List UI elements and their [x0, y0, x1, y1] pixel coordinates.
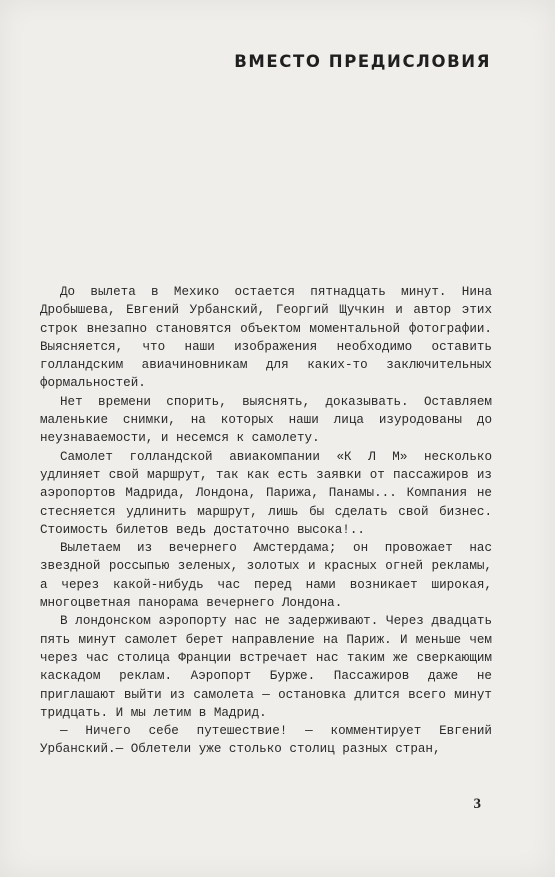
paragraph: Самолет голландской авиакомпании «К Л М» несколько удлиняет свой маршрут, так как есть заявки от пассажиров из аэропортов Мадрида, Лондона, Парижа, Панамы... Компания не стесняется удлинить маршрут, лишь бы сделать свой бизнес. Стоимость билетов ведь достаточно высока!.. [40, 449, 492, 537]
page-number: 3 [473, 796, 481, 812]
chapter-title: ВМЕСТО ПРЕДИСЛОВИЯ [234, 52, 491, 71]
body-text [40, 283, 492, 759]
paragraph: В лондонском аэропорту нас не задерживают. Через двадцать пять минут самолет берет направление на Париж. И меньше чем через час столица Франции встречает нас таким же сверкающим каскадом реклам. Аэропорт Бурже. Пассажиров даже не приглашают выйти из самолета — остановка длится всего минут тридцать. И мы летим в Мадрид. [40, 614, 492, 720]
paragraph: Вылетаем из вечернего Амстердама; он провожает нас звездной россыпью зеленых, золотых и красных огней рекламы, а через какой-нибудь час перед нами возникает широкая, многоцветная панорама вечернего Лондона. [40, 541, 492, 611]
paragraph: Нет времени спорить, выяснять, доказывать. Оставляем маленькие снимки, на которых наши лица изуродованы до неузнаваемости, и несемся к самолету. [40, 394, 492, 446]
paragraph: — Ничего себе путешествие! — комментирует Евгений Урбанский.— Облетели уже столько столиц разных стран, [40, 724, 492, 757]
paragraph: До вылета в Мехико остается пятнадцать минут. Нина Дробышева, Евгений Урбанский, Георгий Щучкин и автор этих строк внезапно становятся объектом моментальной фотографии. Выясняется, что наши изображения необходимо оставить голландским авиачиновникам для каких-то заключительных формальностей. [40, 285, 492, 391]
